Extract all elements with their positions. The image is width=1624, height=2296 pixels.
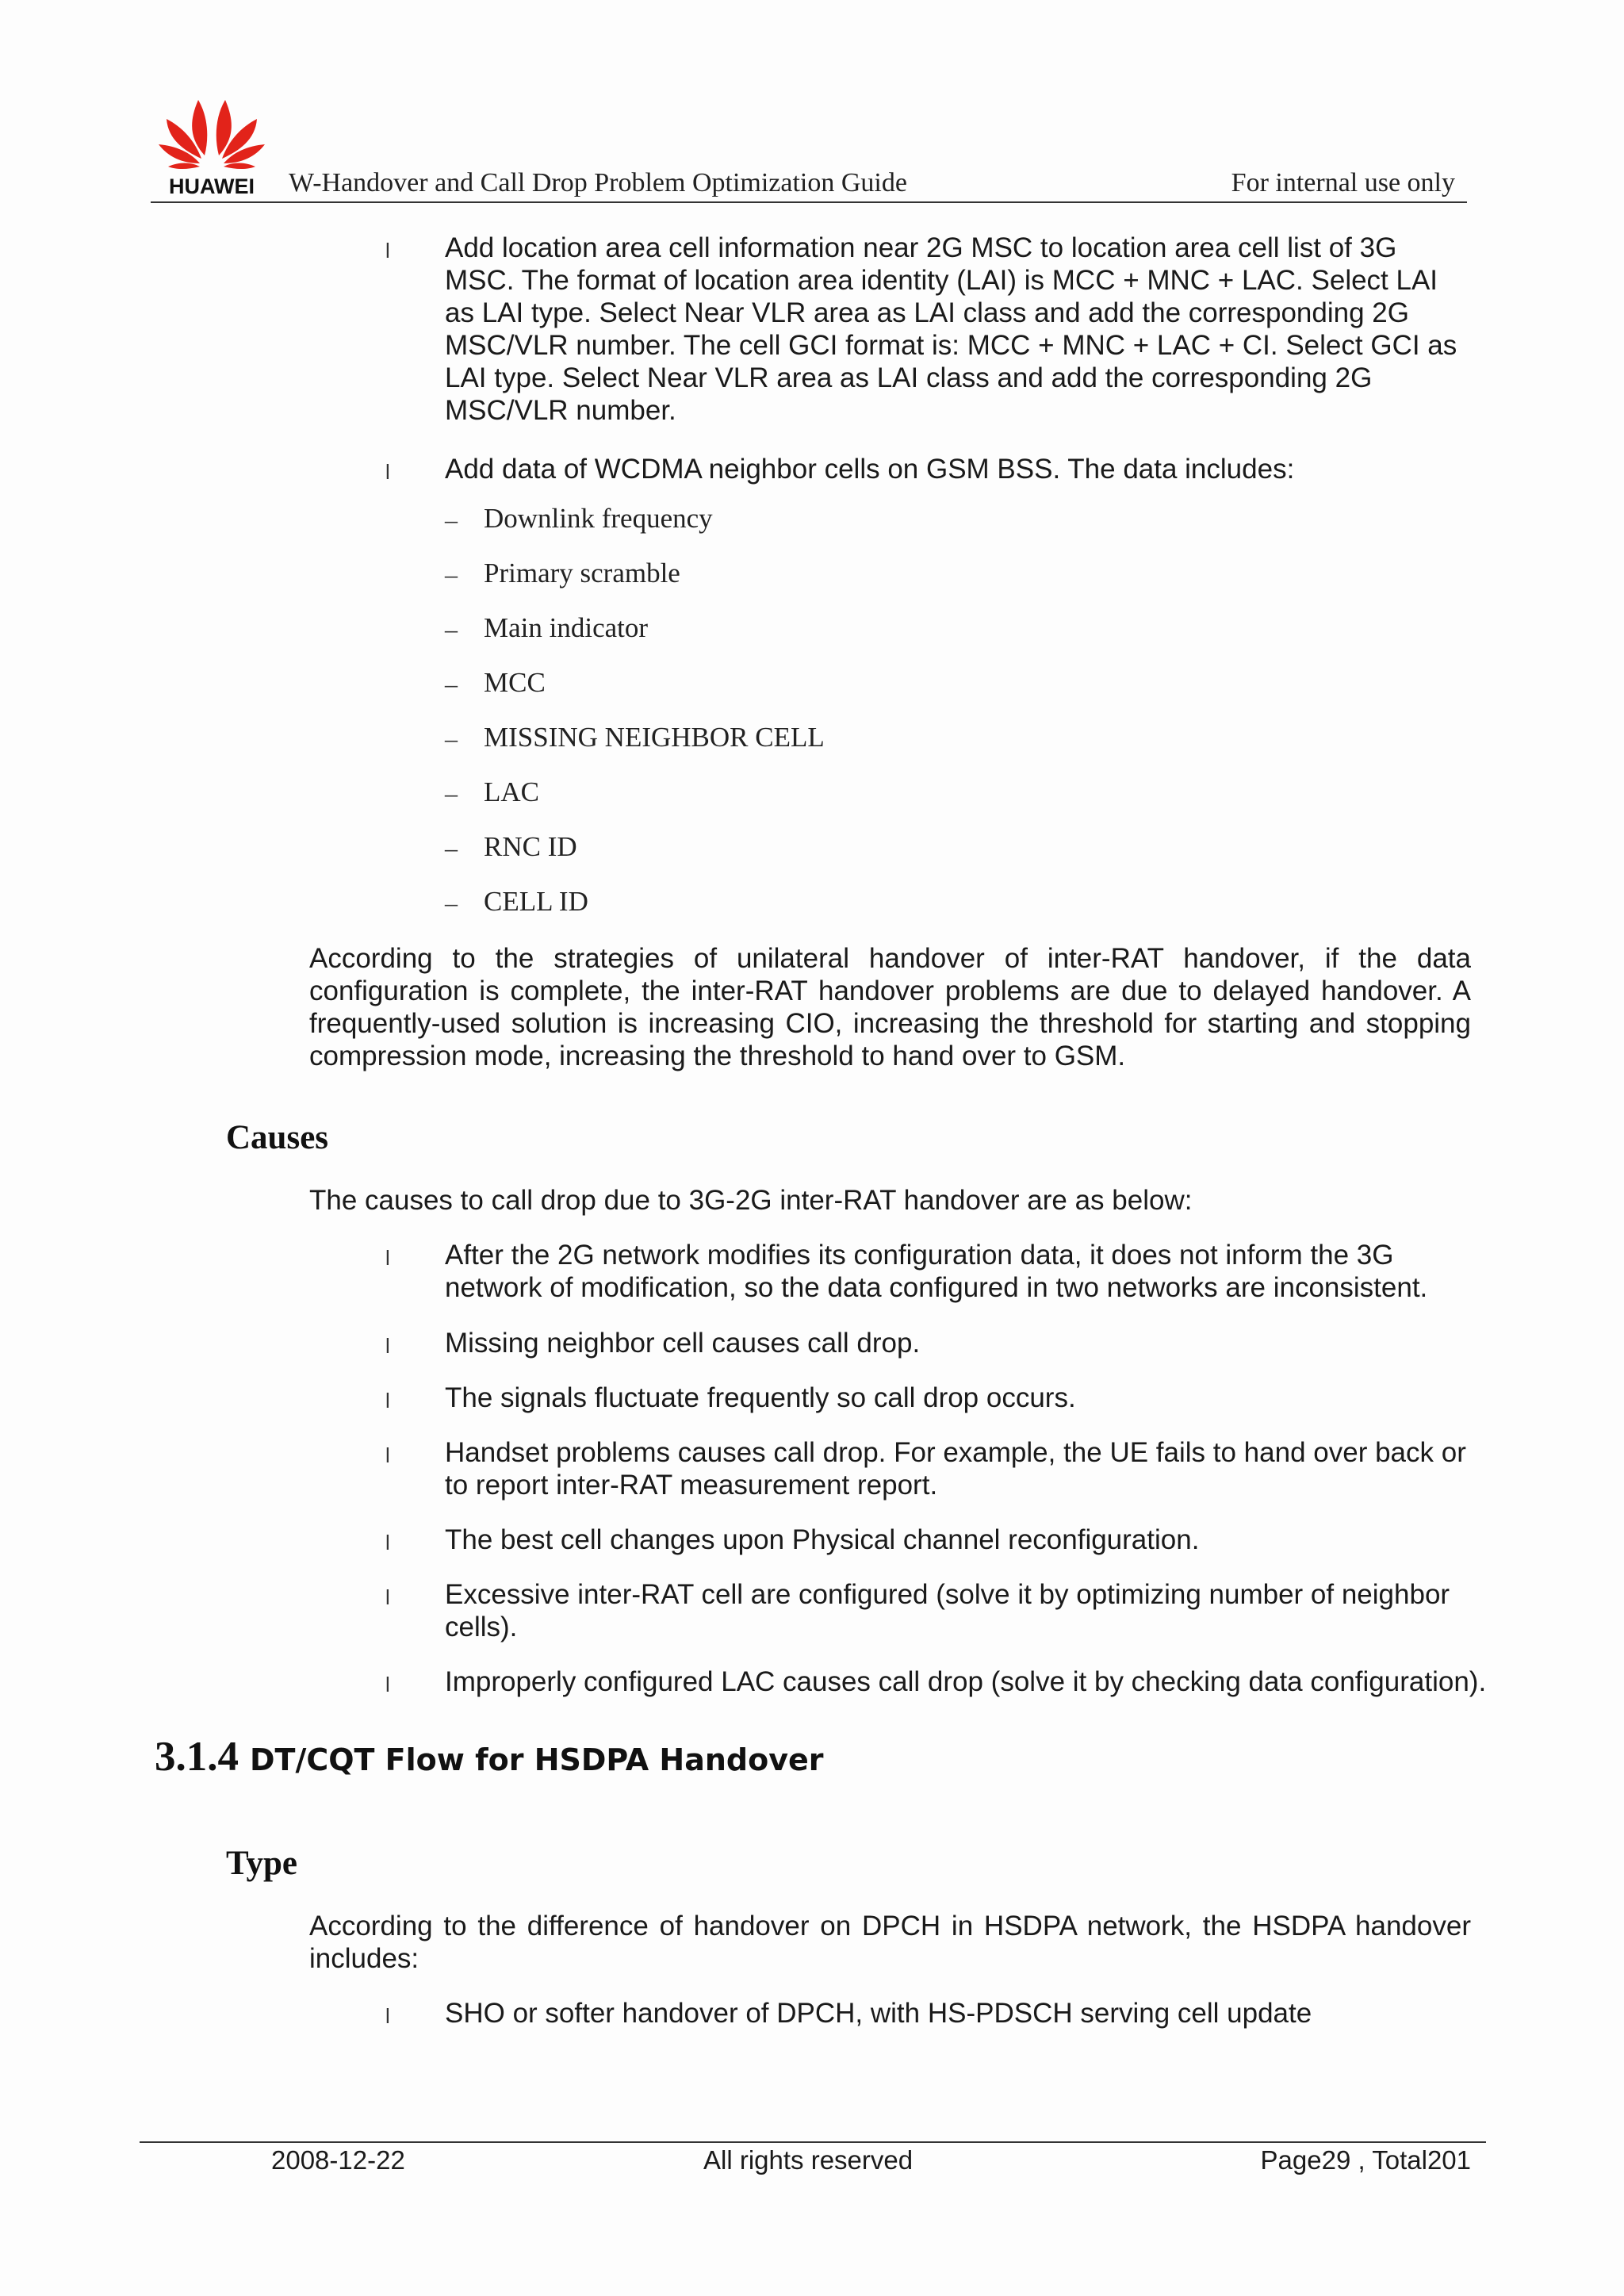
list-item: Primary scramble xyxy=(484,558,680,588)
cause-item: Missing neighbor cell causes call drop. xyxy=(445,1328,921,1359)
footer-rights: All rights reserved xyxy=(703,2145,914,2175)
cause-item: The signals fluctuate frequently so call drop occurs. xyxy=(445,1382,1076,1413)
causes-intro: The causes to call drop due to 3G-2G inter-RAT handover are as below: xyxy=(309,1185,1193,1216)
bullet-marker: l xyxy=(385,239,390,263)
dash-marker: – xyxy=(445,505,458,534)
huawei-logo xyxy=(152,94,271,197)
list-item: MCC xyxy=(484,667,546,698)
cause-item: Improperly configured LAC causes call drop (solve it by checking data configuration). xyxy=(445,1666,1487,1697)
dash-marker: – xyxy=(445,615,458,643)
bullet-marker: l xyxy=(385,1443,390,1467)
causes-heading: Causes xyxy=(226,1119,329,1156)
bullet-marker: l xyxy=(385,1585,390,1609)
classification-label: For internal use only xyxy=(1231,168,1455,197)
document-title: W-Handover and Call Drop Problem Optimization Guide xyxy=(289,168,907,197)
logo-wordmark: HUAWEI xyxy=(169,174,255,197)
cause-item: Handset problems causes call drop. For example, the UE fails to hand over back or to report inter-RAT measurement report. xyxy=(445,1437,1466,1501)
list-item: Downlink frequency xyxy=(484,503,713,534)
bullet-item: Add location area cell information near 2G MSC to location area cell list of 3G MSC. The format of location area identity (LAI) is MCC + MNC + LAC. Select LAI as LAI type. Select Near VLR area as LAI class and add the corresponding 2G MSC/VLR number. The cell GCI format is: MCC + MNC + LAC + CI. Select GCI as LAI type. Select Near VLR area as LAI class and add the corresponding 2G MSC/VLR number. xyxy=(445,232,1457,426)
bullet-marker: l xyxy=(385,1246,390,1270)
cause-item: The best cell changes upon Physical channel reconfiguration. xyxy=(445,1524,1200,1555)
list-item: Main indicator xyxy=(484,612,649,643)
section-title: DT/CQT Flow for HSDPA Handover xyxy=(250,1742,824,1777)
huawei-logo-mark xyxy=(152,94,271,197)
footer-page-number: Page29 , Total201 xyxy=(1260,2145,1471,2175)
footer-date: 2008-12-22 xyxy=(271,2145,405,2175)
bullet-marker: l xyxy=(385,2004,390,2028)
bullet-marker: l xyxy=(385,1389,390,1412)
dash-marker: – xyxy=(445,779,458,807)
cause-item: Excessive inter-RAT cell are configured (solve it by optimizing number of neighbor cells). xyxy=(445,1579,1450,1642)
dash-marker: – xyxy=(445,834,458,862)
bullet-marker: l xyxy=(385,1334,390,1358)
section-heading xyxy=(155,1733,824,1780)
bullet-marker: l xyxy=(385,460,390,484)
cause-item: After the 2G network modifies its configuration data, it does not inform the 3G network of modification, so the data configured in two networks are inconsistent. xyxy=(445,1240,1428,1303)
type-intro: According to the difference of handover on DPCH in HSDPA network, the HSDPA handover includes: xyxy=(309,1911,1471,1974)
bullet-marker: l xyxy=(385,1673,390,1696)
header-divider xyxy=(151,201,1467,203)
section-number: 3.1.4 xyxy=(155,1734,239,1780)
dash-marker: – xyxy=(445,724,458,753)
strategy-paragraph: According to the strategies of unilateral handover of inter-RAT handover, if the data configuration is complete, the inter-RAT handover problems are due to delayed handover. A frequently-used solution is increasing CIO, increasing the threshold for starting and stopping compression mode, increasing the threshold to hand over to GSM. xyxy=(309,943,1471,1071)
dash-marker: – xyxy=(445,669,458,698)
type-heading: Type xyxy=(226,1845,297,1882)
list-item: CELL ID xyxy=(484,886,588,917)
dash-marker: – xyxy=(445,560,458,588)
dash-marker: – xyxy=(445,888,458,917)
list-item: MISSING NEIGHBOR CELL xyxy=(484,722,825,753)
bullet-marker: l xyxy=(385,1531,390,1554)
list-item: LAC xyxy=(484,776,539,807)
footer-divider xyxy=(140,2141,1486,2143)
bullet-item: Add data of WCDMA neighbor cells on GSM BSS. The data includes: xyxy=(445,454,1295,485)
list-item: RNC ID xyxy=(484,831,577,862)
type-item: SHO or softer handover of DPCH, with HS-PDSCH serving cell update xyxy=(445,1998,1312,2029)
